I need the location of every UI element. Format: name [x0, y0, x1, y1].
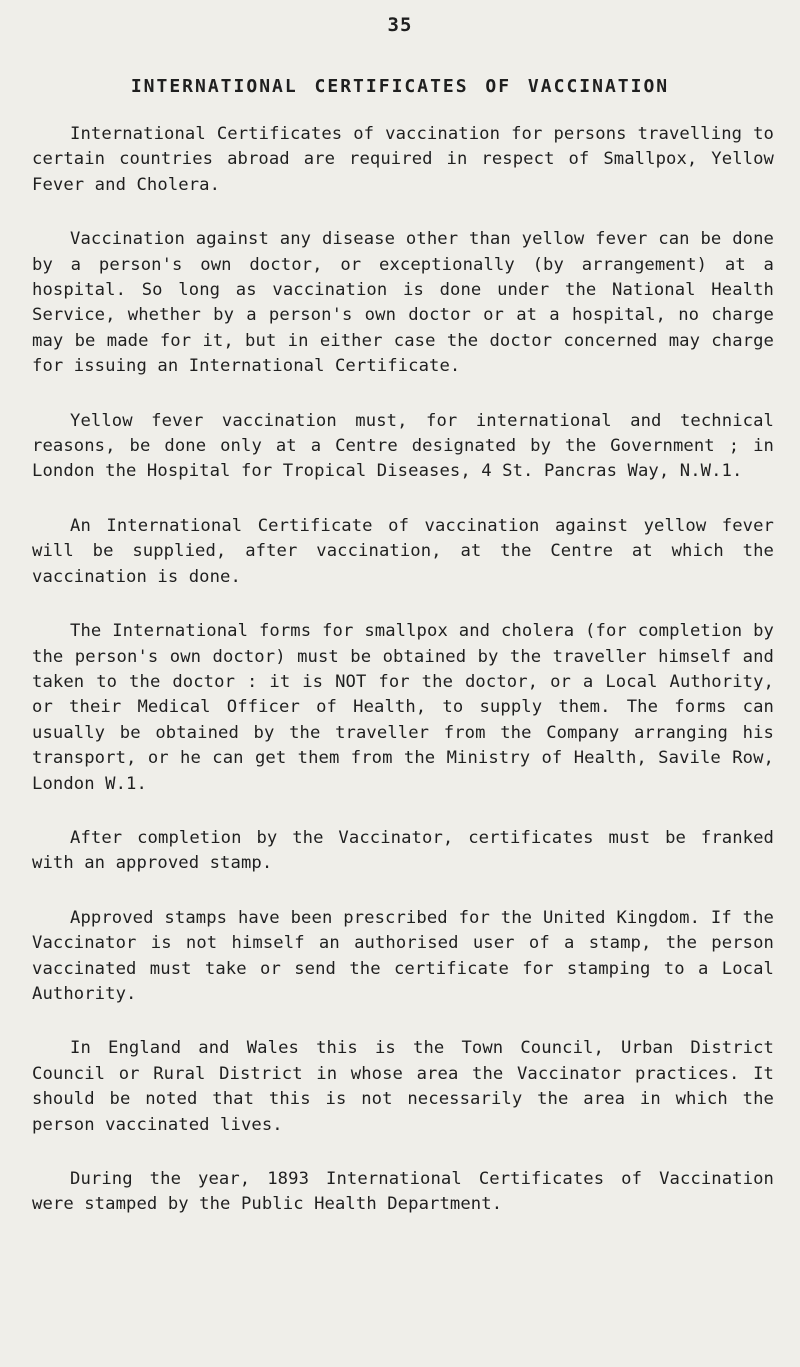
paragraph-vaccination-provider: Vaccination against any disease other than yellow fever can be done by a person's own doctor, or exceptionally (by arrangement) at a hospital. So long as vaccination is done under the National Health Service, whether by a person's own doctor or at a hospital, no charge may be made for it, but in either case the doctor concerned may charge for issuing an International Certificate. [32, 229, 774, 377]
paragraph-stamp-franking: After completion by the Vaccinator, certificates must be franked with an approved stamp. [32, 827, 774, 874]
page-number: 35 [387, 14, 413, 36]
paragraph-requirements: International Certificates of vaccination for persons travelling to certain countries abroad are required in respect of Smallpox, Yellow Fever and Cholera. [32, 124, 774, 195]
paragraph-smallpox-cholera-forms: The International forms for smallpox and cholera (for completion by the person's own doctor) must be obtained by the traveller himself and taken to the doctor : it is NOT for the doctor, or a Local Authority, or their Medical Officer of Health, to supply them. The forms can usually be obtained by the traveller from the Company arranging his transport, or he can get them from the Ministry of Health, Savile Row, London W.1. [32, 621, 774, 794]
paragraph-local-authority: In England and Wales this is the Town Council, Urban District Council or Rural District in whose area the Vaccinator practices. It should be noted that this is not necessarily the area in which the person vaccinated lives. [32, 1038, 774, 1135]
paragraph-annual-total: During the year, 1893 International Certificates of Vaccination were stamped by the Public Health Department. [32, 1169, 774, 1215]
paragraph-yellow-fever-centre: Yellow fever vaccination must, for international and technical reasons, be done only at a Centre designated by the Government ; in London the Hospital for Tropical Diseases, 4 St. Pancras Way, N.W.1. [32, 410, 774, 482]
document-body [32, 122, 774, 1247]
page-title: INTERNATIONAL CERTIFICATES OF VACCINATION [130, 76, 670, 97]
paragraph-approved-stamps: Approved stamps have been prescribed for the United Kingdom. If the Vaccinator is not himself an authorised user of a stamp, the person vaccinated must take or send the certificate for stamping to a Local Authority. [32, 907, 774, 1004]
paragraph-yellow-fever-certificate: An International Certificate of vaccination against yellow fever will be supplied, after vaccination, at the Centre at which the vaccination is done. [32, 515, 774, 587]
